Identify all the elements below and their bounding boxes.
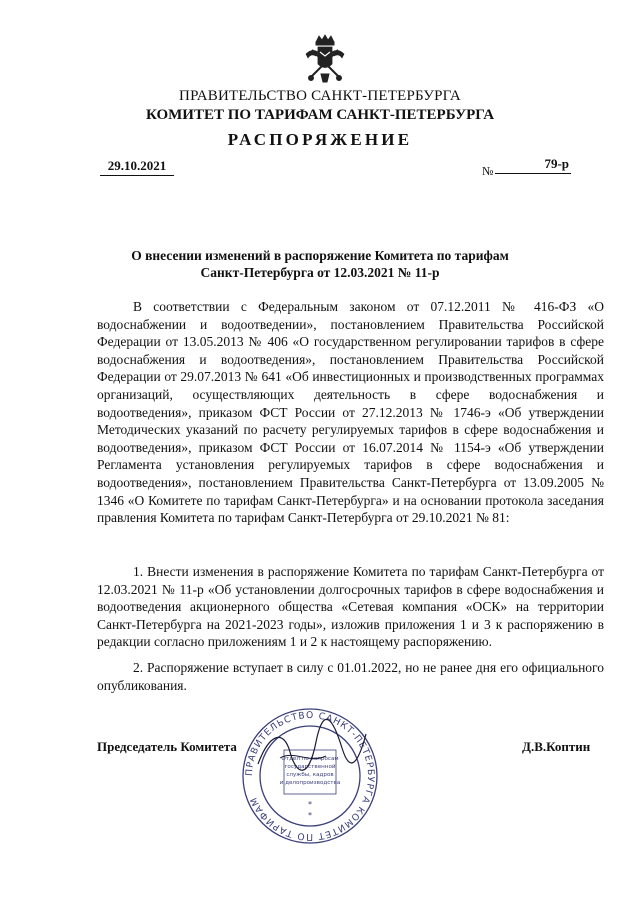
order-item-1: 1. Внести изменения в распоряжение Комитета по тарифам Санкт-Петербурга от 12.03.2021 № 11-р «Об установлении долгосрочных тарифов в сфере водоснабжения и водоотведения акционерного общества «Сетевая компания «ОСК» на территории Санкт-Петербурга на 2021-2023 годы», изложив приложения 1 и 3 к распоряжению в редакции согласно приложениям 1 и 2 к настоящему распоряжению.	[97, 564, 604, 650]
svg-text:государственной: государственной	[284, 764, 336, 770]
document-date: 29.10.2021	[100, 158, 174, 176]
number-label: №	[482, 164, 494, 178]
title-line-1: О внесении изменений в распоряжение Комитета по тарифам	[131, 248, 509, 263]
svg-text:и делопроизводства: и делопроизводства	[279, 780, 341, 786]
title-line-2: Санкт-Петербурга от 12.03.2021 № 11-р	[200, 265, 440, 280]
svg-text:*: *	[308, 811, 312, 820]
svg-text:службы, кадров: службы, кадров	[286, 772, 334, 778]
svg-text:*: *	[308, 800, 312, 809]
committee-heading: КОМИТЕТ ПО ТАРИФАМ САНКТ-ПЕТЕРБУРГА	[145, 107, 495, 123]
handwritten-signature	[250, 712, 370, 792]
coat-of-arms-icon	[302, 34, 348, 84]
government-heading: ПРАВИТЕЛЬСТВО САНКТ-ПЕТЕРБУРГА	[179, 88, 461, 104]
preamble-paragraph: В соответствии с Федеральным законом от 07.12.2011 № 416-ФЗ «О водоснабжении и водоотведении», постановлением Правительства Российской Федерации от 13.05.2013 № 406 «О государственном регулировании тарифов в сфере водоснабжения и водоотведения», постановлением Правительства Российской Федерации от 29.07.2013 № 641 «Об инвестиционных и производственных программах организаций, осуществляющих деятельность в сфере водоснабжения и водоотведения», приказом ФСТ России от 27.12.2013 № 1746-э «Об утверждении Методических указаний по расчету регулируемых тарифов в сфере водоснабжения и водоотведения», приказом ФСТ России от 16.07.2014 № 1154-э «Об утверждении Регламента установления регулируемых тарифов в сфере водоснабжения и водоотведения», постановлением Правительства Санкт-Петербурга от 13.09.2005 № 1346 «О Комитете по тарифам Санкт-Петербурга» и на основании протокола заседания правления Комитета по тарифам Санкт-Петербурга от 29.10.2021 № 81:	[97, 299, 604, 526]
order-item-2: 2. Распоряжение вступает в силу с 01.01.2022, но не ранее дня его официального опубликования.	[97, 660, 604, 693]
signatory-name: Д.В.Коптин	[522, 739, 591, 754]
signatory-position: Председатель Комитета	[97, 739, 237, 754]
document-title	[0, 247, 640, 281]
svg-text:ПРАВИТЕЛЬСТВО САНКТ-ПЕТЕРБУРГА: ПРАВИТЕЛЬСТВО САНКТ-ПЕТЕРБУРГА КОМИТЕТ ПО ТАРИФАМ	[243, 709, 377, 843]
svg-text:Отдел по вопросам: Отдел по вопросам	[281, 756, 339, 762]
document-number: 79-р	[495, 156, 571, 174]
document-type-heading: РАСПОРЯЖЕНИЕ	[227, 130, 413, 149]
